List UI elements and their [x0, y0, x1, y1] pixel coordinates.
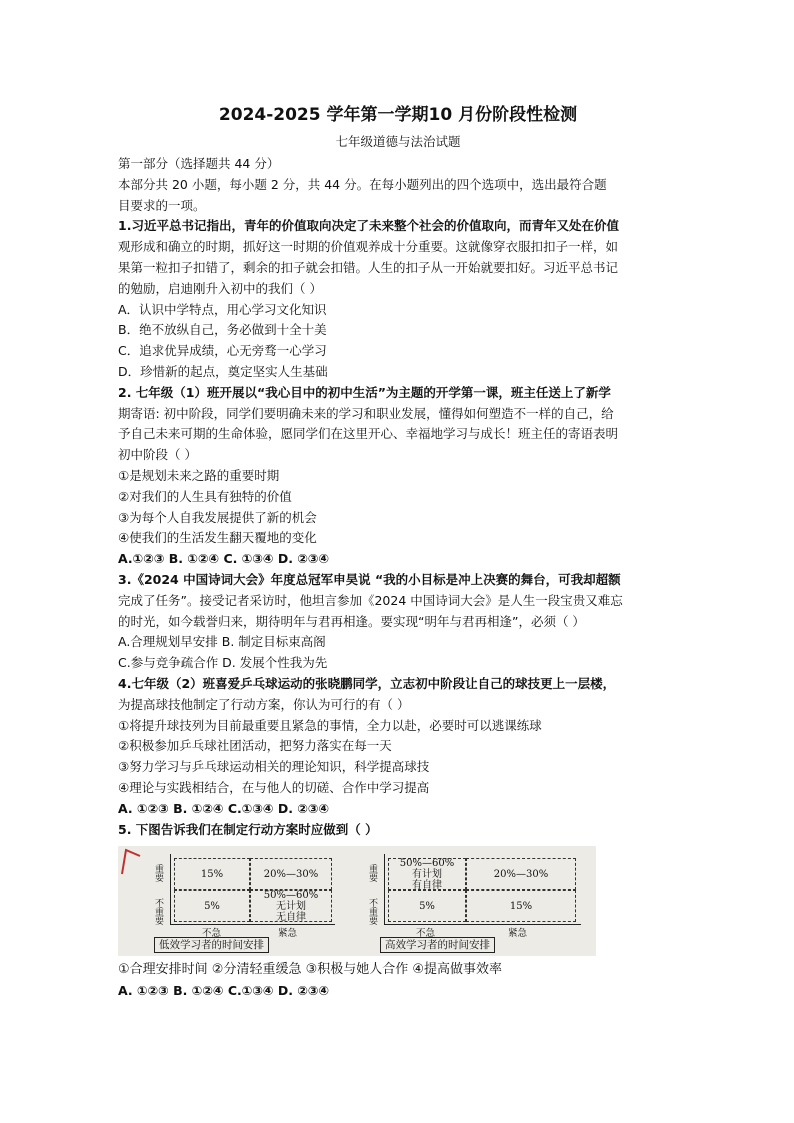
- time-management-figure: [118, 846, 596, 956]
- red-pen-mark: [118, 846, 142, 876]
- question-text-line: 的时光，如今载誉归来，期待明年与君再相逢。要实现“明年与君再相逢”，必须（ ）: [118, 613, 585, 629]
- y-label-important: 重要: [153, 864, 163, 883]
- quadrant-important-urgent: [250, 858, 332, 890]
- percent-label: 5%: [419, 900, 435, 912]
- y-label-not-important: 不重要: [153, 898, 163, 926]
- quadrant-unimportant-urgent: [250, 890, 332, 922]
- question-text-line: 的勉励，启迪刚升入初中的我们（ ）: [118, 280, 322, 296]
- y-label-not-important: 不重要: [367, 898, 377, 926]
- note-label: 无计划: [276, 900, 306, 912]
- question-5: [118, 820, 678, 1002]
- options-line: A.①②③ B. ①②④ C. ①③④ D. ②③④: [118, 551, 330, 567]
- x-label-not-urgent: 不急: [202, 928, 222, 940]
- statement-3: ③努力学习与乒乓球运动相关的理论知识，科学提高球技: [118, 759, 430, 775]
- question-text-line: 1.习近平总书记指出，青年的价值取向决定了未来整个社会的价值取向，而青年又处在价值: [118, 218, 619, 234]
- options-line: A.合理规划早安排 B. 制定目标束高阁: [118, 634, 326, 650]
- quadrant-unimportant-not-urgent: [388, 890, 466, 922]
- percent-label: 50%—60%: [399, 857, 455, 869]
- statement-3: ③为每个人自我发展提供了新的机会: [118, 509, 317, 525]
- option-c: C．追求优异成绩，心无旁骛一心学习: [118, 343, 327, 359]
- question-3: [118, 570, 678, 674]
- statement-4: ④使我们的生活发生翻天覆地的变化: [118, 530, 317, 546]
- options-line: C.参与竞争疏合作 D. 发展个性我为先: [118, 655, 328, 671]
- option-b: B．绝不放纵自己，务必做到十全十美: [118, 322, 327, 338]
- section-instruction-line: 目要求的一项。: [118, 197, 206, 213]
- question-text-line: 观形成和确立的时期，抓好这一时期的价值观养成十分重要。这就像穿衣服扣扣子一样，如: [118, 239, 619, 255]
- caption-low-efficiency: 低效学习者的时间安排: [154, 937, 269, 953]
- question-text-line: 期寄语: 初中阶段，同学们要明确未来的学习和职业发展，懂得如何塑造不一样的自己，给: [118, 405, 614, 421]
- percent-label: 15%: [509, 900, 533, 912]
- note-label: 有计划: [412, 868, 442, 880]
- statement-4: ④理论与实践相结合，在与他人的切磋、合作中学习提高: [118, 779, 430, 795]
- statement-1: ①是规划未来之路的重要时期: [118, 467, 280, 483]
- percent-label: 20%—30%: [263, 868, 319, 880]
- note-label: 有自律: [412, 879, 442, 891]
- question-1: [118, 216, 678, 382]
- x-label-urgent: 紧急: [278, 928, 298, 940]
- question-text-line: 为提高球技他制定了行动方案，你认为可行的有（ ）: [118, 696, 410, 712]
- quadrant-important-urgent: [466, 858, 576, 890]
- question-text-line: 5. 下图告诉我们在制定行动方案时应做到（ ）: [118, 821, 378, 837]
- section-instruction-line: 本部分共 20 小题，每小题 2 分，共 44 分。在每小题列出的四个选项中，选出最符合题: [118, 176, 607, 192]
- note-label: 无自律: [276, 911, 306, 923]
- quadrant-important-not-urgent: [174, 858, 250, 890]
- option-d: D．珍惜新的起点，奠定坚实人生基础: [118, 363, 328, 379]
- question-2: [118, 383, 678, 570]
- percent-label: 20%—30%: [493, 868, 549, 880]
- question-text-line: 完成了任务”。接受记者采访时，他坦言参加《2024 中国诗词大会》是人生一段宝贵又难忘: [118, 592, 623, 608]
- percent-label: 50%—60%: [263, 889, 319, 901]
- quadrant-important-not-urgent: [388, 858, 466, 890]
- statement-2: ②对我们的人生具有独特的价值: [118, 488, 292, 504]
- question-text-line: 2. 七年级（1）班开展以“我心目中的初中生活”为主题的开学第一课，班主任送上了新学: [118, 384, 611, 400]
- section-heading: 第一部分（选择题共 44 分）: [118, 156, 280, 171]
- exam-page: [118, 100, 678, 1002]
- quadrant-unimportant-not-urgent: [174, 890, 250, 922]
- caption-high-efficiency: 高效学习者的时间安排: [380, 937, 495, 953]
- question-text-line: 3.《2024 中国诗词大会》年度总冠军申昊说 “我的小目标是冲上决赛的舞台，可我却超额: [118, 571, 621, 587]
- question-text-line: 予自己未来可期的生命体验，愿同学们在这里开心、幸福地学习与成长！班主任的寄语表明: [118, 426, 619, 442]
- option-a: A．认识中学特点，用心学习文化知识: [118, 301, 327, 317]
- question-4: [118, 674, 678, 820]
- options-line: A. ①②③ B. ①②④ C.①③④ D. ②③④: [118, 983, 330, 999]
- question-text-line: 果第一粒扣子扣错了，剩余的扣子就会扣错。人生的扣子从一开始就要扣好。习近平总书记: [118, 259, 619, 275]
- question-text-line: 4.七年级（2）班喜爱乒乓球运动的张晓鹏同学，立志初中阶段让自己的球技更上一层楼，: [118, 675, 616, 691]
- quadrant-unimportant-urgent: [466, 890, 576, 922]
- statement-2: ②积极参加乒乓球社团活动，把努力落实在每一天: [118, 738, 392, 754]
- question-text-line: 初中阶段（ ）: [118, 447, 197, 463]
- x-label-not-urgent: 不急: [416, 928, 436, 940]
- statement-1: ①将提升球技列为目前最重要且紧急的事情，全力以赴，必要时可以逃课练球: [118, 717, 542, 733]
- statements-line: ①合理安排时间 ②分清轻重缓急 ③积极与她人合作 ④提高做事效率: [118, 962, 503, 978]
- exam-title: 2024-2025 学年第一学期10 月份阶段性检测: [218, 105, 578, 125]
- x-label-urgent: 紧急: [508, 928, 528, 940]
- percent-label: 5%: [204, 900, 220, 912]
- exam-subtitle: 七年级道德与法治试题: [335, 134, 461, 149]
- y-label-important: 重要: [367, 864, 377, 883]
- options-line: A. ①②③ B. ①②④ C.①③④ D. ②③④: [118, 800, 330, 816]
- percent-label: 15%: [200, 868, 224, 880]
